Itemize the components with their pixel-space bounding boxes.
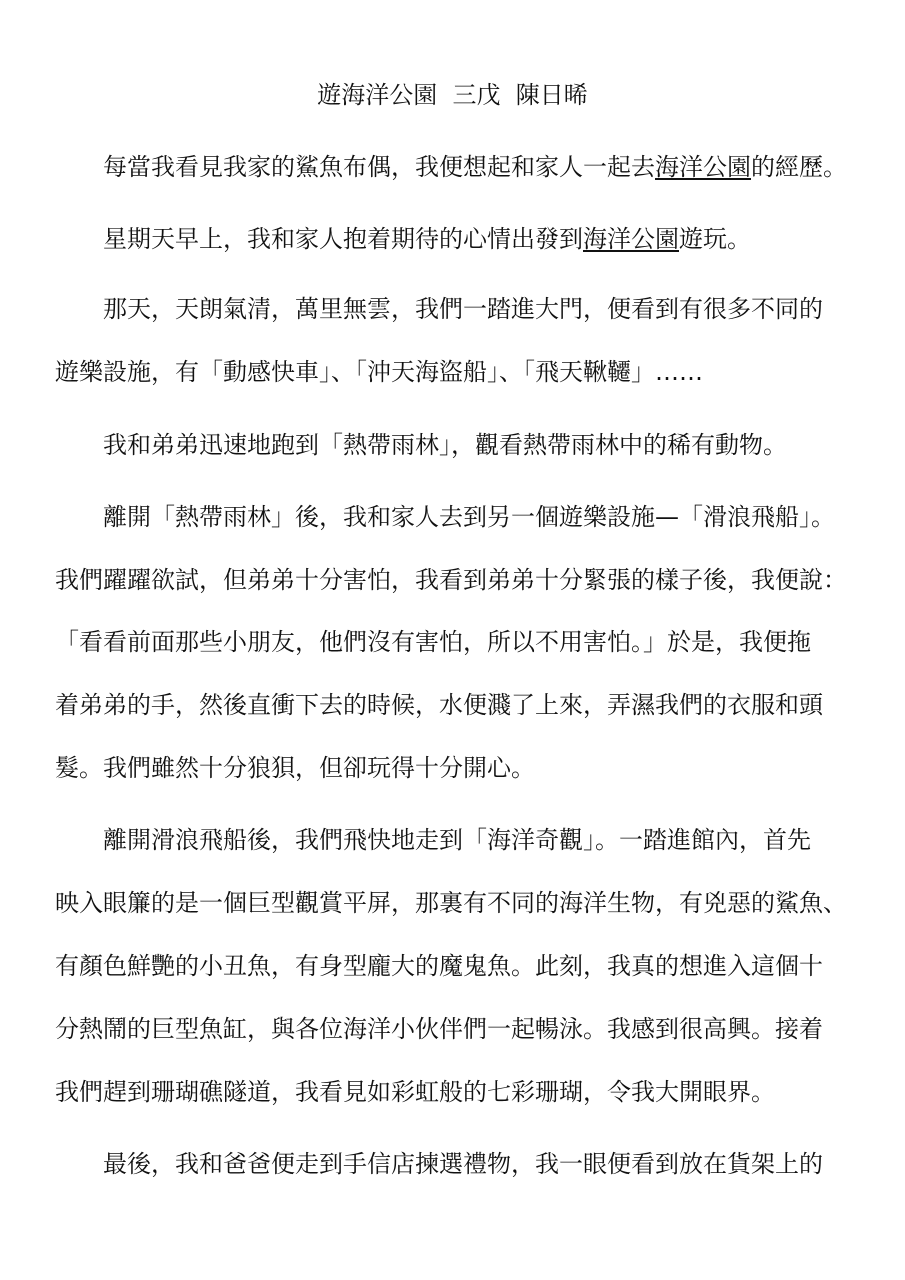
paragraph-5-line-1: 離開「熱帶雨林」後，我和家人去到另一個遊樂設施—「滑浪飛船」。	[103, 503, 835, 531]
text-segment: 星期天早上，我和家人抱着期待的心情出發到	[103, 225, 583, 253]
paragraph-3-line-1: 那天，天朗氣清，萬里無雲，我們一踏進大門，便看到有很多不同的	[103, 295, 823, 323]
paragraph-1-line-1	[103, 150, 883, 184]
text-segment: 遊玩。	[679, 225, 751, 253]
text-segment: 的經歷。	[751, 153, 847, 181]
paragraph-5-line-3: 「看看前面那些小朋友，他們沒有害怕，所以不用害怕。」於是，我便拖	[55, 628, 811, 656]
paragraph-6-line-1: 離開滑浪飛船後，我們飛快地走到「海洋奇觀」。一踏進館內，首先	[103, 826, 811, 854]
paragraph-5-line-2: 我們躍躍欲試，但弟弟十分害怕，我看到弟弟十分緊張的樣子後，我便說：	[55, 566, 847, 594]
underlined-place-name: 海洋公園	[655, 153, 751, 181]
text-segment: 每當我看見我家的鯊魚布偶，我便想起和家人一起去	[103, 153, 655, 181]
paragraph-6-line-4: 分熱鬧的巨型魚缸，與各位海洋小伙伴們一起暢泳。我感到很高興。接着	[55, 1015, 823, 1043]
paragraph-7-line-1: 最後，我和爸爸便走到手信店揀選禮物，我一眼便看到放在貨架上的	[103, 1150, 823, 1178]
paragraph-5-line-5: 髮。我們雖然十分狼狽，但卻玩得十分開心。	[55, 754, 535, 782]
paragraph-6-line-3: 有顏色鮮艷的小丑魚，有身型龐大的魔鬼魚。此刻，我真的想進入這個十	[55, 952, 823, 980]
paragraph-3-line-2: 遊樂設施，有「動感快車」、「沖天海盜船」、「飛天鞦韆」……	[55, 358, 703, 386]
paragraph-2-line-1	[103, 222, 883, 256]
paragraph-4-line-1: 我和弟弟迅速地跑到「熱帶雨林」，觀看熱帶雨林中的稀有動物。	[103, 431, 787, 459]
essay-title: 遊海洋公園 三戊 陳日晞	[317, 81, 588, 109]
underlined-place-name: 海洋公園	[583, 225, 679, 253]
paragraph-5-line-4: 着弟弟的手，然後直衝下去的時候，水便濺了上來，弄濕我們的衣服和頭	[55, 691, 823, 719]
paragraph-6-line-2: 映入眼簾的是一個巨型觀賞平屏，那裏有不同的海洋生物，有兇惡的鯊魚、	[55, 889, 847, 917]
paragraph-6-line-5: 我們趕到珊瑚礁隧道，我看見如彩虹般的七彩珊瑚，令我大開眼界。	[55, 1078, 775, 1106]
